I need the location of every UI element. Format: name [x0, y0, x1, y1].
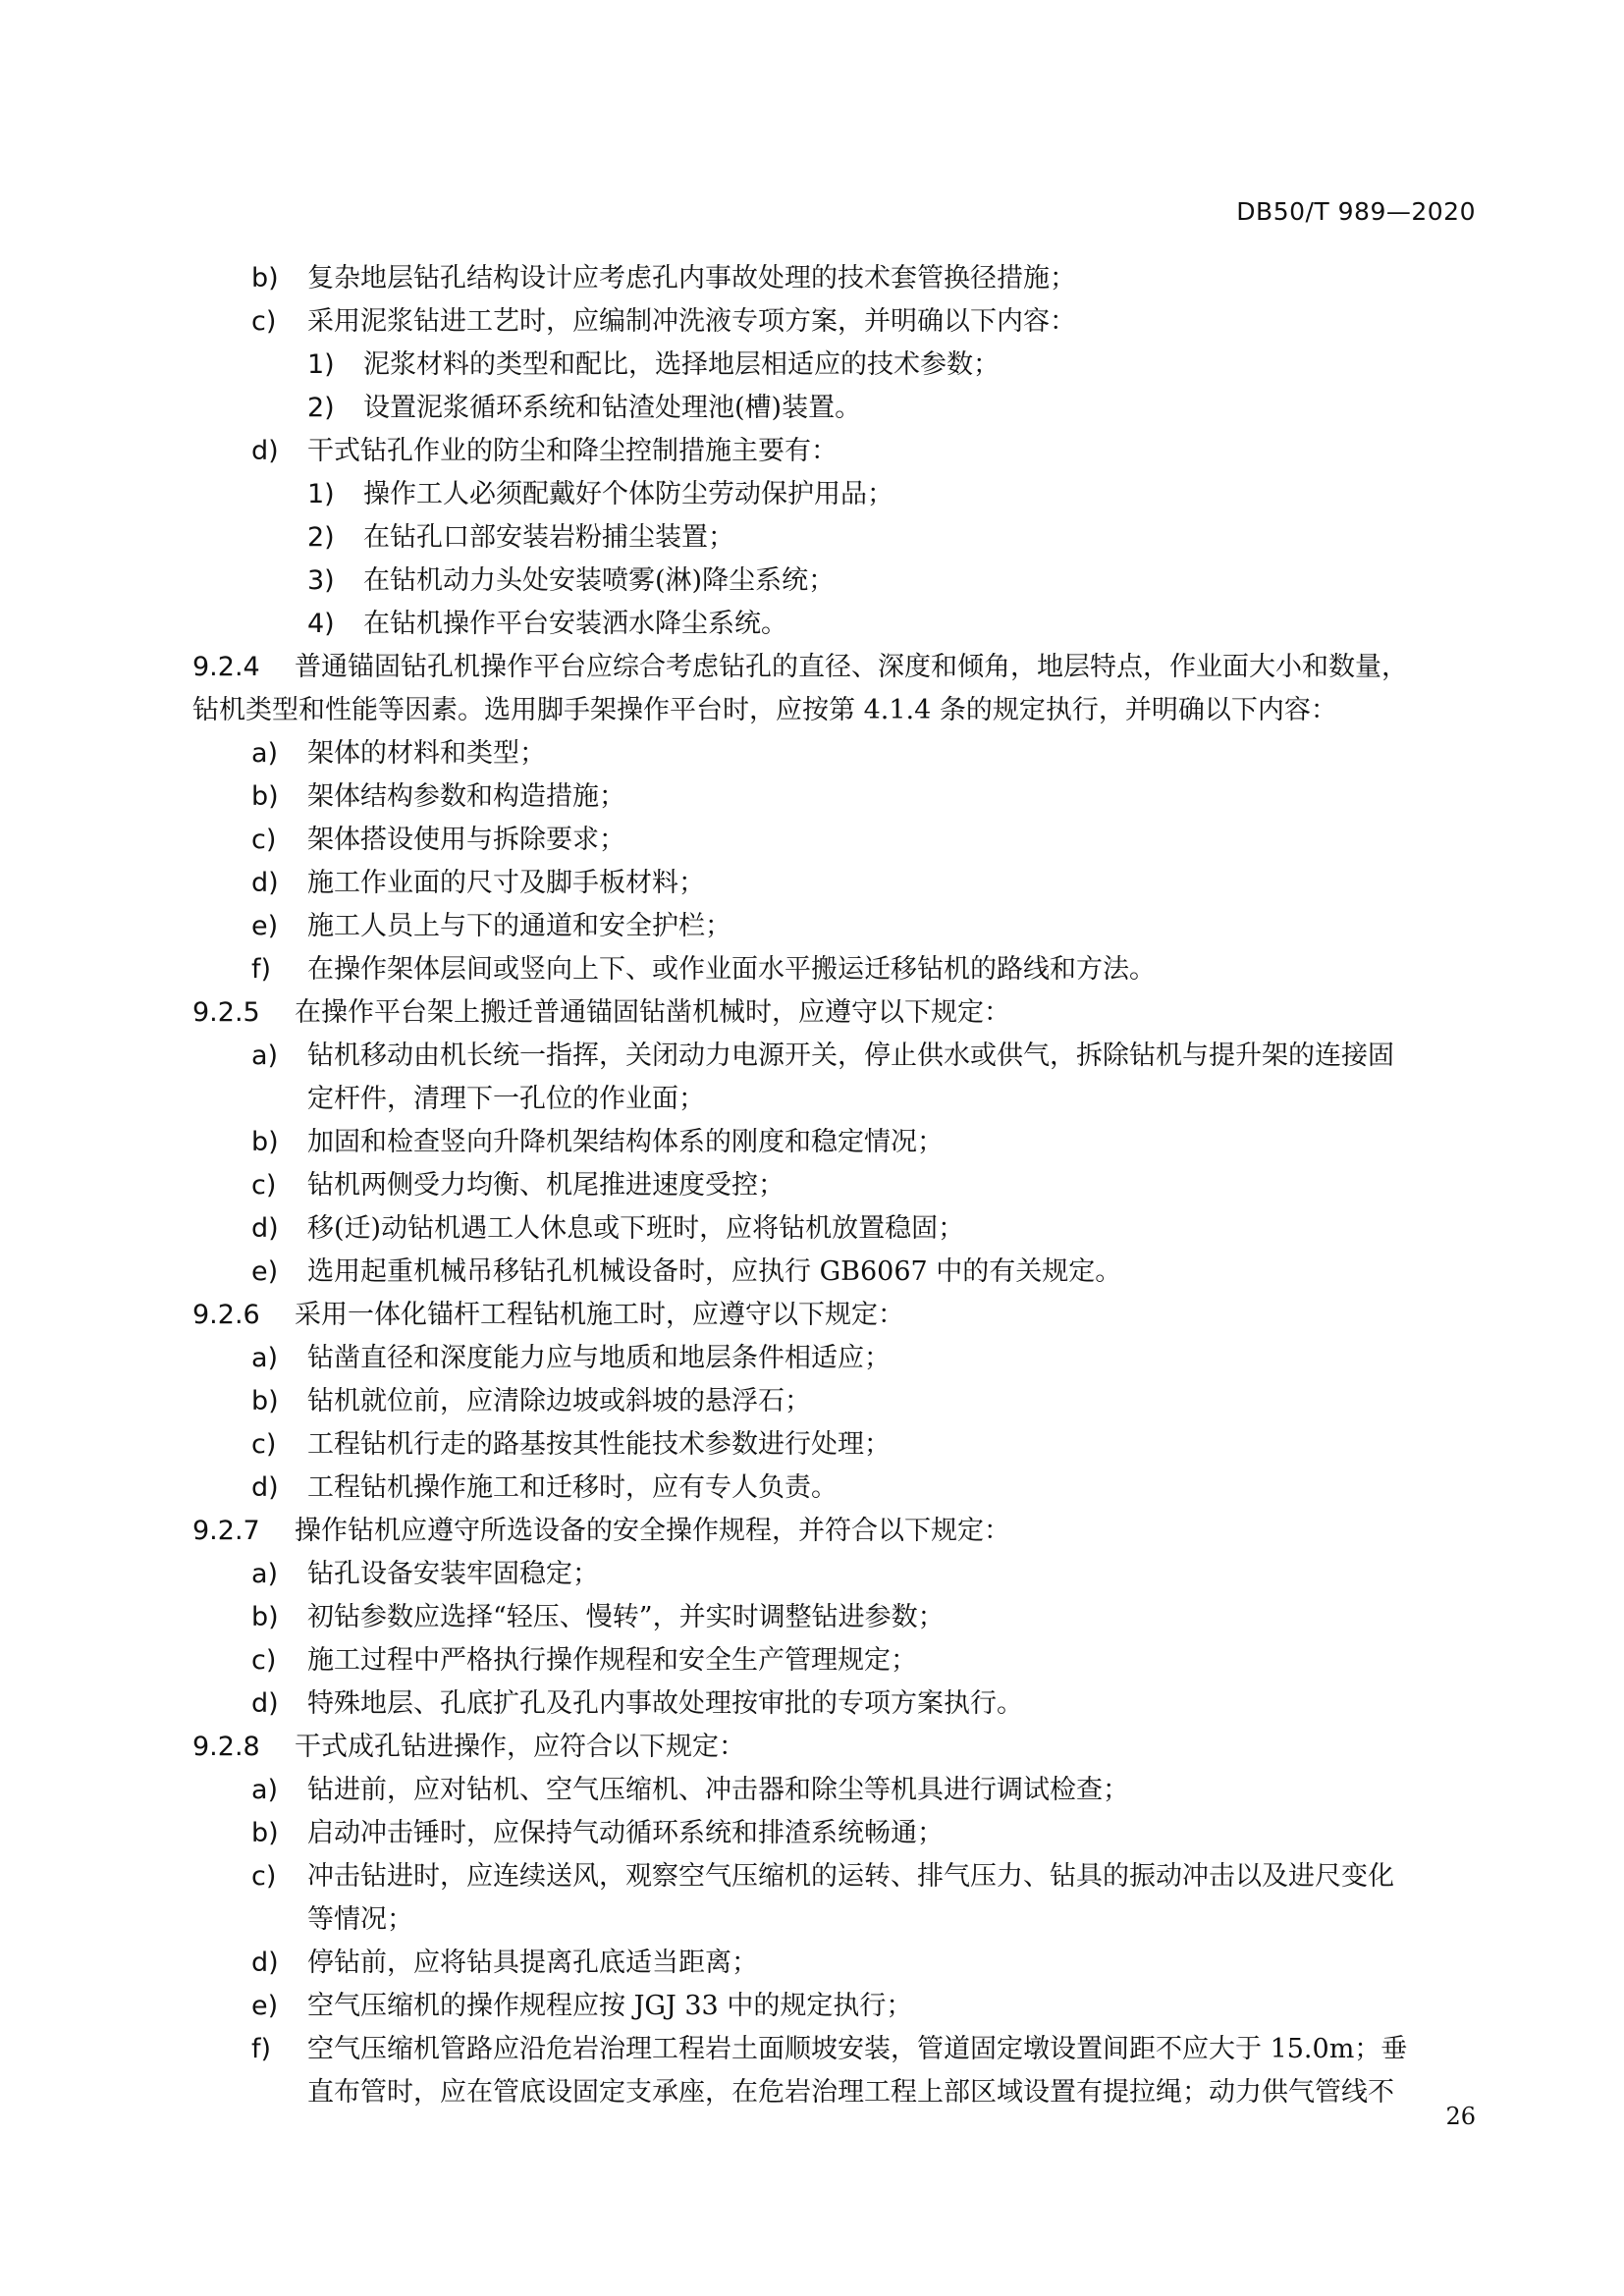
clause-number: 9.2.7: [192, 1516, 260, 1546]
item-label: f): [251, 954, 272, 985]
clause-text: 采用一体化锚杆工程钻机施工时，应遵守以下规定：: [295, 1300, 904, 1330]
item-text: 在钻孔口部安装岩粉捕尘装置；: [363, 522, 734, 553]
item-text: 操作工人必须配戴好个体防尘劳动保护用品；: [363, 479, 893, 509]
item-text: 钻孔设备安装牢固稳定；: [307, 1559, 599, 1589]
list-item: [192, 257, 1483, 300]
clause-number: 9.2.4: [192, 652, 260, 682]
item-text: 施工人员上与下的通道和安全护栏；: [307, 911, 731, 941]
list-item: [192, 732, 1483, 775]
item-label: a): [251, 1775, 279, 1805]
item-text: 定杆件，清理下一孔位的作业面；: [307, 1084, 705, 1114]
item-text: 选用起重机械吊移钻孔机械设备时，应执行 GB6067 中的有关规定。: [307, 1256, 1122, 1287]
item-label: d): [251, 1472, 279, 1503]
sub-list-item: [192, 603, 1483, 646]
list-item: [192, 1942, 1483, 1985]
item-text: 直布管时，应在管底设固定支承座，在危岩治理工程上部区域设置有提拉绳；动力供气管线不: [307, 2077, 1394, 2108]
item-label: d): [251, 1948, 279, 1978]
list-item: [192, 1423, 1483, 1467]
list-item: [192, 1639, 1483, 1682]
item-text: 初钻参数应选择“轻压、慢转”，并实时调整钻进参数；: [307, 1602, 945, 1632]
clause-text: 钻机类型和性能等因素。选用脚手架操作平台时，应按第 4.1.4 条的规定执行，并明确以下内容：: [192, 695, 1337, 725]
list-item: [192, 2028, 1483, 2071]
item-text: 钻凿直径和深度能力应与地质和地层条件相适应；: [307, 1343, 891, 1373]
list-item: [192, 1380, 1483, 1423]
item-text: 空气压缩机的操作规程应按 JGJ 33 中的规定执行；: [307, 1991, 913, 2021]
list-item: [192, 1337, 1483, 1380]
item-text: 冲击钻进时，应连续送风，观察空气压缩机的运转、排气压力、钻具的振动冲击以及进尺变化: [307, 1861, 1394, 1892]
item-label: 1): [307, 349, 335, 380]
item-label: c): [251, 1861, 277, 1892]
item-label: e): [251, 1256, 279, 1287]
item-text: 钻机两侧受力均衡、机尾推进速度受控；: [307, 1170, 785, 1201]
sub-list-item: [192, 387, 1483, 430]
list-item-continuation: [192, 2071, 1483, 2114]
list-item: [192, 905, 1483, 948]
list-item: [192, 775, 1483, 819]
list-item: [192, 1164, 1483, 1207]
item-label: 4): [307, 609, 335, 639]
item-text: 工程钻机行走的路基按其性能技术参数进行处理；: [307, 1429, 891, 1460]
item-label: b): [251, 781, 279, 812]
clause-continuation: [192, 689, 1483, 732]
clause-text: 干式成孔钻进操作，应符合以下规定：: [295, 1732, 745, 1762]
item-label: d): [251, 1213, 279, 1244]
item-label: c): [251, 1429, 277, 1460]
list-item-continuation: [192, 1898, 1483, 1942]
clause-number: 9.2.5: [192, 997, 260, 1028]
item-label: 2): [307, 522, 335, 553]
clause-text: 在操作平台架上搬迁普通锚固钻凿机械时，应遵守以下规定：: [295, 997, 1010, 1028]
item-label: b): [251, 1602, 279, 1632]
item-label: b): [251, 263, 279, 294]
item-label: a): [251, 738, 279, 769]
list-item: [192, 1769, 1483, 1812]
clause-9-2-5: [192, 991, 1483, 1035]
item-label: 3): [307, 565, 335, 596]
sub-list-item: [192, 516, 1483, 560]
item-text: 复杂地层钻孔结构设计应考虑孔内事故处理的技术套管换径措施；: [307, 263, 1076, 294]
item-text: 启动冲击锤时，应保持气动循环系统和排渣系统畅通；: [307, 1818, 944, 1848]
clause-9-2-4: [192, 646, 1483, 689]
item-label: f): [251, 2034, 272, 2064]
clause-9-2-7: [192, 1510, 1483, 1553]
clause-9-2-6: [192, 1294, 1483, 1337]
list-item: [192, 1207, 1483, 1251]
list-item: [192, 1855, 1483, 1898]
item-text: 钻进前，应对钻机、空气压缩机、冲击器和除尘等机具进行调试检查；: [307, 1775, 1129, 1805]
item-text: 钻机移动由机长统一指挥，关闭动力电源开关，停止供水或供气，拆除钻机与提升架的连接固: [307, 1041, 1394, 1071]
sub-list-item: [192, 560, 1483, 603]
item-text: 在操作架体层间或竖向上下、或作业面水平搬运迁移钻机的路线和方法。: [307, 954, 1156, 985]
list-item: [192, 1251, 1483, 1294]
item-label: 1): [307, 479, 335, 509]
item-text: 干式钻孔作业的防尘和降尘控制措施主要有：: [307, 436, 838, 466]
item-label: b): [251, 1127, 279, 1157]
item-text: 移(迁)动钻机遇工人休息或下班时，应将钻机放置稳固；: [307, 1213, 965, 1244]
clause-text: 普通锚固钻孔机操作平台应综合考虑钻孔的直径、深度和倾角，地层特点，作业面大小和数量，: [295, 652, 1408, 682]
item-label: e): [251, 911, 279, 941]
list-item: [192, 862, 1483, 905]
sub-list-item: [192, 344, 1483, 387]
item-text: 在钻机操作平台安装洒水降尘系统。: [363, 609, 787, 639]
page-number: 26: [1445, 2103, 1476, 2130]
list-item: [192, 1553, 1483, 1596]
list-item: [192, 1596, 1483, 1639]
item-label: e): [251, 1991, 279, 2021]
item-label: b): [251, 1386, 279, 1416]
item-label: d): [251, 1688, 279, 1719]
item-text: 停钻前，应将钻具提离孔底适当距离；: [307, 1948, 758, 1978]
standard-code-header: DB50/T 989—2020: [1236, 197, 1476, 226]
item-text: 架体结构参数和构造措施；: [307, 781, 625, 812]
item-label: d): [251, 436, 279, 466]
item-text: 设置泥浆循环系统和钻渣处理池(槽)装置。: [363, 393, 862, 423]
item-label: a): [251, 1343, 279, 1373]
item-label: c): [251, 1645, 277, 1676]
item-label: c): [251, 825, 277, 855]
sub-list-item: [192, 473, 1483, 516]
item-text: 架体搭设使用与拆除要求；: [307, 825, 625, 855]
item-text: 加固和检查竖向升降机架结构体系的刚度和稳定情况；: [307, 1127, 944, 1157]
list-item: [192, 1985, 1483, 2028]
list-item: [192, 1121, 1483, 1164]
item-label: d): [251, 868, 279, 898]
item-text: 架体的材料和类型；: [307, 738, 546, 769]
item-text: 钻机就位前，应清除边坡或斜坡的悬浮石；: [307, 1386, 811, 1416]
item-text: 施工作业面的尺寸及脚手板材料；: [307, 868, 705, 898]
item-text: 泥浆材料的类型和配比，选择地层相适应的技术参数；: [363, 349, 1000, 380]
list-item: [192, 1812, 1483, 1855]
item-label: a): [251, 1559, 279, 1589]
list-item-continuation: [192, 1078, 1483, 1121]
clause-text: 操作钻机应遵守所选设备的安全操作规程，并符合以下规定：: [295, 1516, 1010, 1546]
item-text: 特殊地层、孔底扩孔及孔内事故处理按审批的专项方案执行。: [307, 1688, 1023, 1719]
list-item: [192, 819, 1483, 862]
clause-9-2-8: [192, 1726, 1483, 1769]
clause-number: 9.2.8: [192, 1732, 260, 1762]
item-text: 施工过程中严格执行操作规程和安全生产管理规定；: [307, 1645, 917, 1676]
item-label: c): [251, 306, 277, 337]
item-label: b): [251, 1818, 279, 1848]
list-item: [192, 1467, 1483, 1510]
item-text: 等情况；: [307, 1904, 413, 1935]
list-item: [192, 430, 1483, 473]
item-label: a): [251, 1041, 279, 1071]
item-label: c): [251, 1170, 277, 1201]
list-item: [192, 1035, 1483, 1078]
list-item: [192, 1682, 1483, 1726]
list-item: [192, 300, 1483, 344]
item-label: 2): [307, 393, 335, 423]
item-text: 在钻机动力头处安装喷雾(淋)降尘系统；: [363, 565, 836, 596]
item-text: 空气压缩机管路应沿危岩治理工程岩土面顺坡安装，管道固定墩设置间距不应大于 15.0m；垂: [307, 2034, 1408, 2064]
item-text: 工程钻机操作施工和迁移时，应有专人负责。: [307, 1472, 838, 1503]
list-item: [192, 948, 1483, 991]
document-body: [192, 257, 1483, 2114]
item-text: 采用泥浆钻进工艺时，应编制冲洗液专项方案，并明确以下内容：: [307, 306, 1076, 337]
clause-number: 9.2.6: [192, 1300, 260, 1330]
